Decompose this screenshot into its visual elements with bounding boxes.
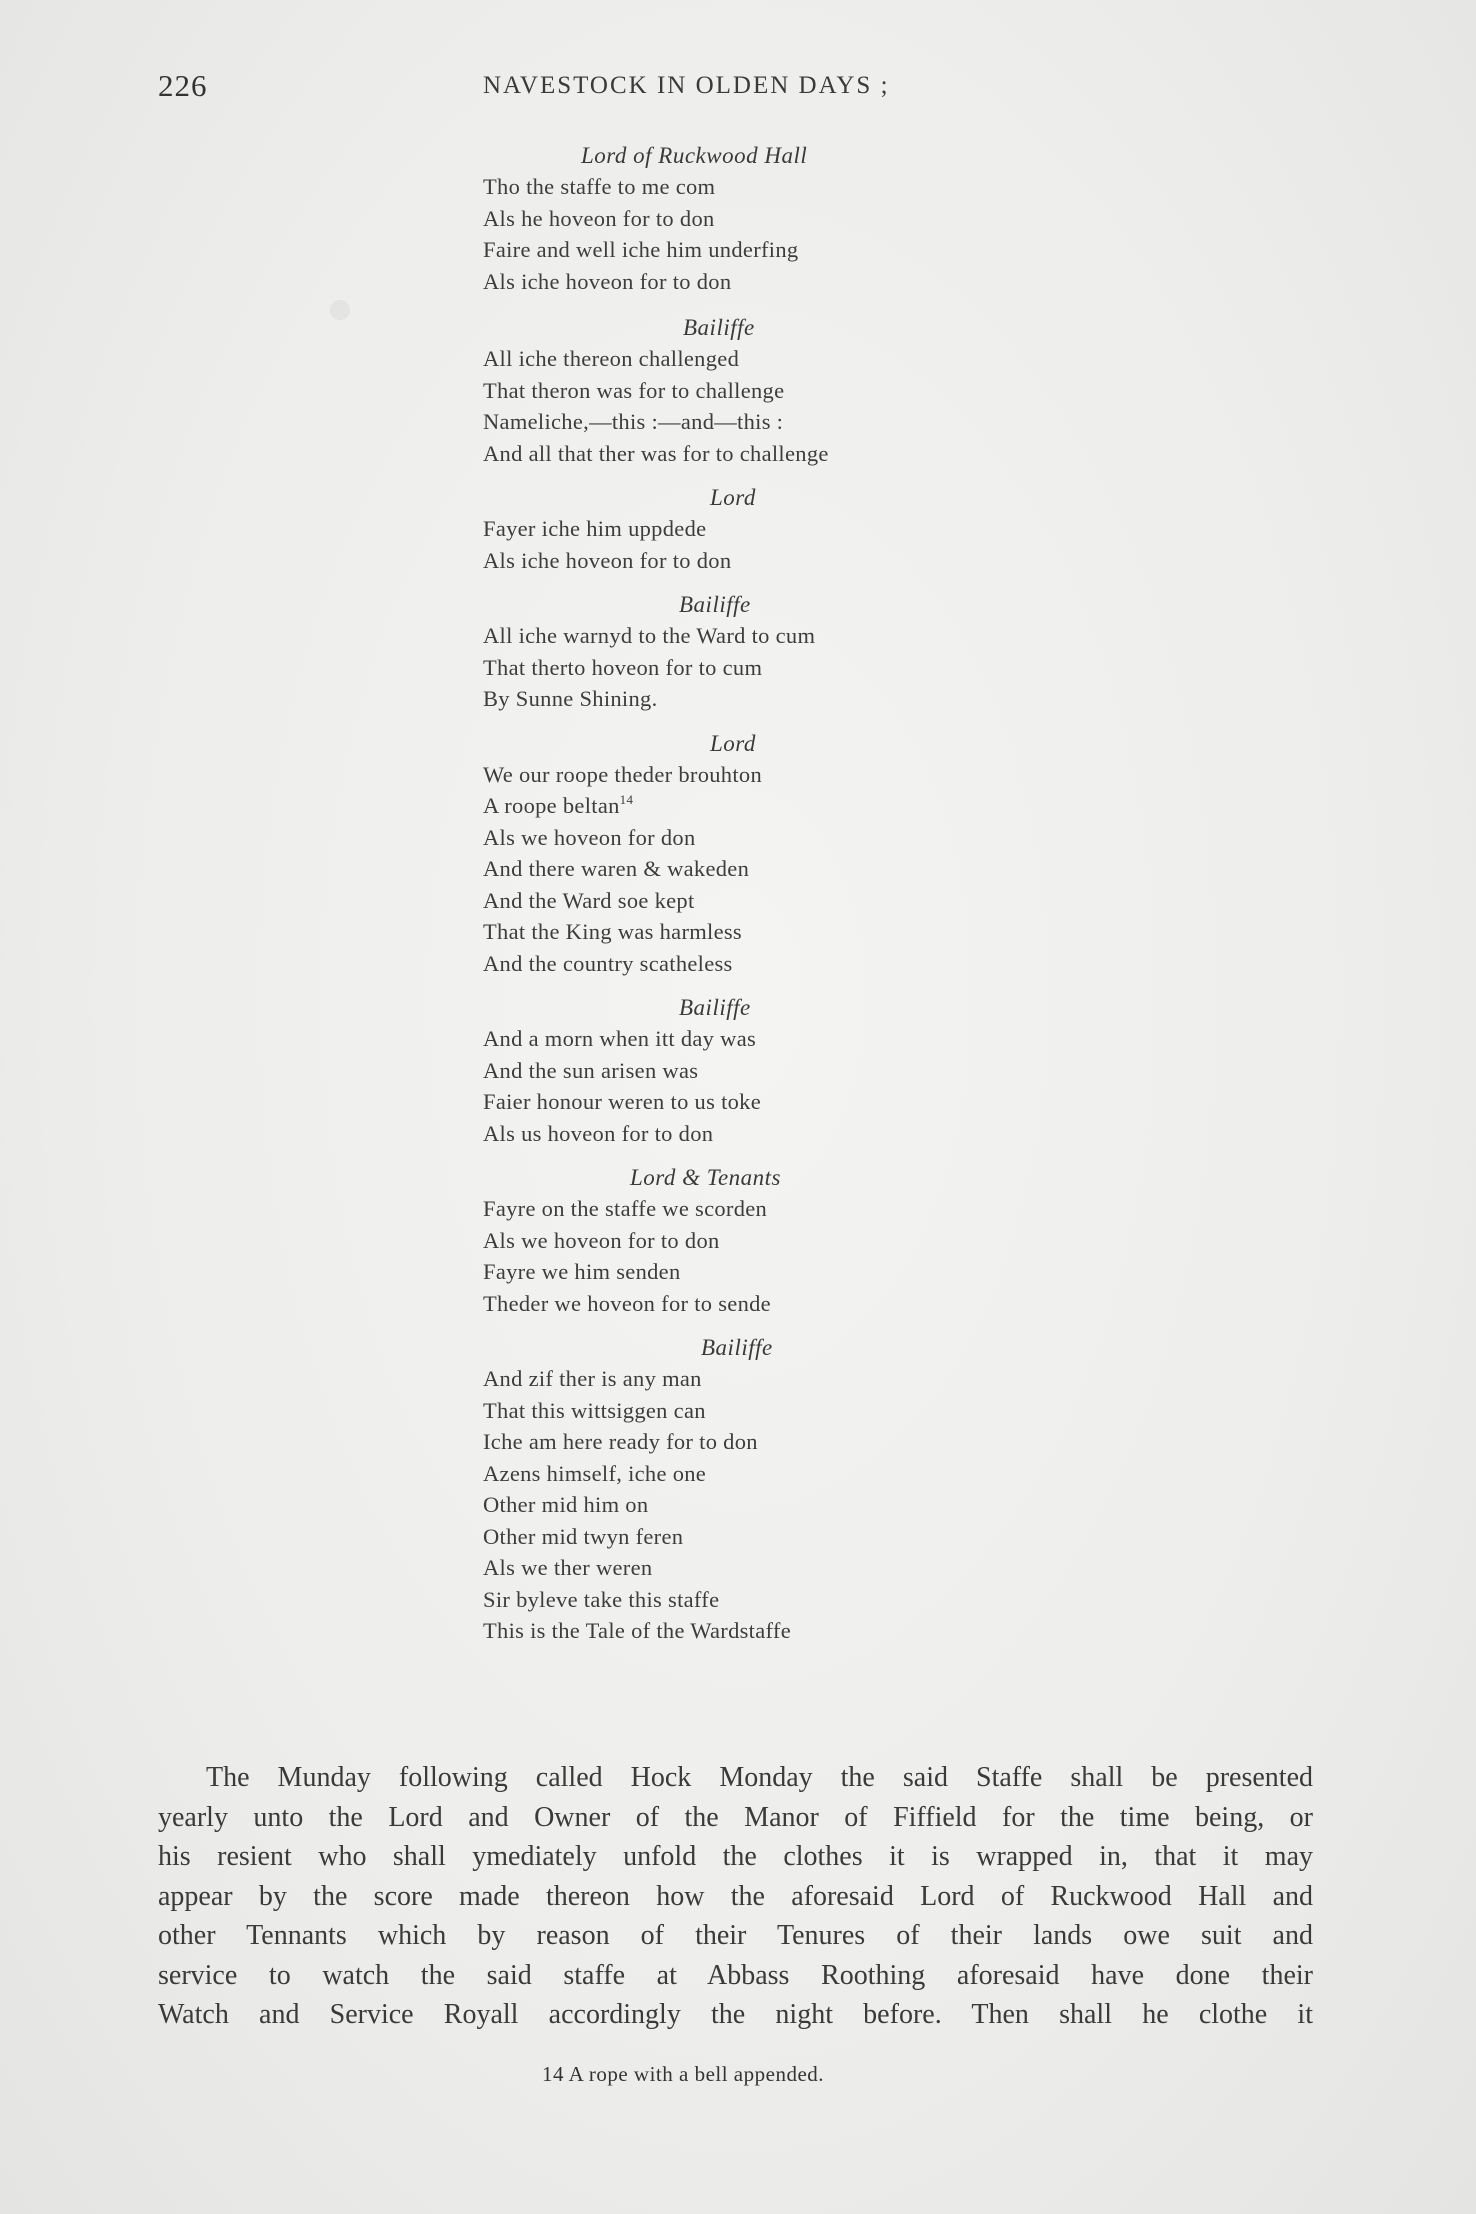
verse-line: We our roope theder brouhton xyxy=(483,761,763,787)
verse-line: Als iche hoveon for to don xyxy=(483,268,732,294)
stanza xyxy=(483,141,1143,297)
verse-line: Fayre we him senden xyxy=(483,1259,681,1284)
stanza xyxy=(483,993,1143,1149)
stanza xyxy=(483,483,1143,576)
verse-line: All iche warnyd to the Ward to cum xyxy=(483,623,816,648)
prose-line: other Tennants which by reason of their Tenures of their lands owe suit and xyxy=(158,1920,1313,1951)
wardstaffe-poem xyxy=(483,141,1143,1647)
verse-line: Als iche hoveon for to don xyxy=(483,547,732,573)
verse-line: Als we hoveon for don xyxy=(483,824,696,850)
verse-line: Faire and well iche him underfing xyxy=(483,237,799,262)
stanza xyxy=(483,1163,1143,1319)
speaker-heading: Lord xyxy=(710,485,756,510)
prose-line: service to watch the said staffe at Abbass Roothing aforesaid have done their xyxy=(158,1959,1313,1991)
verse-line: And the Ward soe kept xyxy=(483,887,695,913)
prose-line: Watch and Service Royall accordingly the night before. Then shall he clothe it xyxy=(158,1999,1313,2030)
verse-line xyxy=(483,790,1143,822)
speaker-heading: Lord & Tenants xyxy=(630,1165,782,1190)
speaker-heading: Lord of Ruckwood Hall xyxy=(581,143,808,168)
speaker-heading: Bailiffe xyxy=(679,592,751,617)
footnote-marker: 14 xyxy=(619,792,634,807)
page-number: 226 xyxy=(158,68,208,103)
verse-line: Tho the staffe to me com xyxy=(483,174,716,199)
verse-line: All iche thereon challenged xyxy=(483,346,740,371)
stanza xyxy=(483,1333,1143,1647)
prose-line: appear by the score made thereon how the aforesaid Lord of Ruckwood Hall and xyxy=(158,1880,1313,1912)
stanza xyxy=(483,590,1143,715)
speaker-heading: Bailiffe xyxy=(679,995,751,1020)
verse-line: Als us hoveon for to don xyxy=(483,1120,714,1146)
footnote: 14 A rope with a bell appended. xyxy=(542,2062,825,2086)
verse-line: Other mid twyn feren xyxy=(483,1523,684,1549)
verse-line: That theron was for to challenge xyxy=(483,377,785,403)
prose-paragraph xyxy=(158,1758,1313,2035)
speaker-heading: Bailiffe xyxy=(683,315,755,340)
verse-line: Als we ther weren xyxy=(483,1555,653,1580)
page-header xyxy=(158,68,1308,108)
verse-line: Fayer iche him uppdede xyxy=(483,516,707,541)
verse-line: Fayre on the staffe we scorden xyxy=(483,1196,768,1221)
verse-line: Theder we hoveon for to sende xyxy=(483,1290,771,1316)
verse-line: By Sunne Shining. xyxy=(483,686,658,711)
verse-line: And zif ther is any man xyxy=(483,1366,702,1391)
verse-line: That therto hoveon for to cum xyxy=(483,654,763,680)
verse-line: And the sun arisen was xyxy=(483,1057,699,1083)
verse-line: That this wittsiggen can xyxy=(483,1397,706,1423)
verse-line: This is the Tale of the Wardstaffe xyxy=(483,1618,791,1643)
verse-line: And there waren & wakeden xyxy=(483,856,750,881)
verse-line: Other mid him on xyxy=(483,1492,649,1517)
verse-line: Azens himself, iche one xyxy=(483,1460,707,1486)
speaker-heading: Bailiffe xyxy=(701,1335,773,1360)
stanza xyxy=(483,313,1143,469)
verse-line: And the country scatheless xyxy=(483,950,733,976)
verse-line: Sir byleve take this staffe xyxy=(483,1586,720,1612)
prose-line: The Munday following called Hock Monday the said Staffe shall be presented xyxy=(206,1762,1313,1793)
verse-line: Faier honour weren to us toke xyxy=(483,1089,762,1114)
speaker-heading: Lord xyxy=(710,730,756,756)
prose-line: his resient who shall ymediately unfold the clothes it is wrapped in, that it may xyxy=(158,1841,1313,1872)
verse-line: And a morn when itt day was xyxy=(483,1026,757,1051)
verse-line: Als we hoveon for to don xyxy=(483,1227,720,1253)
page-smudge xyxy=(330,300,350,320)
verse-line: Als he hoveon for to don xyxy=(483,205,715,231)
stanza xyxy=(483,729,1143,980)
verse-line: Nameliche,—this :—and—this : xyxy=(483,409,784,434)
verse-line: That the King was harmless xyxy=(483,919,742,944)
prose-line: yearly unto the Lord and Owner of the Manor of Fiffield for the time being, or xyxy=(158,1801,1313,1833)
verse-line-text: A roope beltan xyxy=(483,793,620,818)
running-head: NAVESTOCK IN OLDEN DAYS ; xyxy=(483,72,890,99)
verse-line: Iche am here ready for to don xyxy=(483,1429,758,1454)
verse-line: And all that ther was for to challenge xyxy=(483,440,829,466)
